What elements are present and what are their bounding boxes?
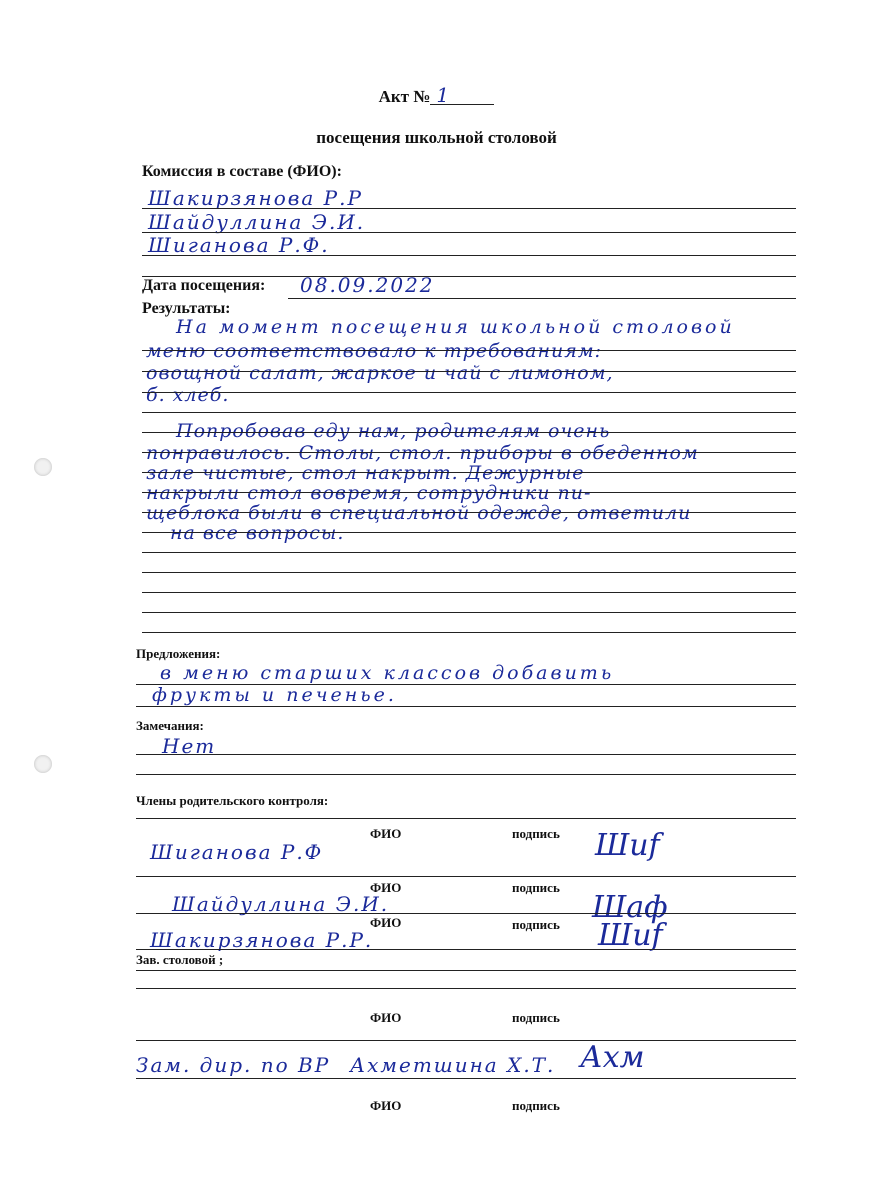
commission-line-3 <box>142 255 796 256</box>
deputy-sign-caption: подпись <box>512 1098 560 1113</box>
results-label: Результаты: <box>142 300 231 317</box>
act-label: Акт № <box>378 87 431 106</box>
parent-member-3-signature: Шиf <box>598 918 663 953</box>
parent-member-3-name: Шакирзянова Р.Р. <box>150 928 374 952</box>
results-line-rule-12 <box>142 572 796 573</box>
proposals-line-2: фрукты и печенье. <box>152 684 397 706</box>
parent-control-label: Члены родительского контроля: <box>136 793 329 808</box>
results-line-5: Попробовав еду нам, родителям очень <box>176 420 611 442</box>
commission-label: Комиссия в составе (ФИО): <box>142 163 342 180</box>
deputy-rule-1 <box>136 1078 796 1079</box>
results-line-rule-7 <box>142 472 796 473</box>
parent-member-1-signature: Шиf <box>595 828 660 863</box>
parent-member-2-sign-caption: подпись <box>512 880 560 895</box>
parent-member-2-name: Шайдуллина Э.И. <box>172 892 390 916</box>
results-line-3: овощной салат, жаркое и чай с лимоном, <box>146 362 614 384</box>
results-line-rule-3 <box>142 392 796 393</box>
canteen-head-sign-caption: подпись <box>512 1010 560 1025</box>
parent-member-1-sign-caption: подпись <box>512 826 560 841</box>
results-line-7: зале чистые, стол накрыт. Дежурные <box>146 462 585 484</box>
remarks-label: Замечания: <box>136 718 204 733</box>
results-line-10: на все вопросы. <box>170 522 345 544</box>
parent-member-1-fio-caption: ФИО <box>370 826 402 841</box>
proposals-label: Предложения: <box>136 646 221 661</box>
commission-member-3: Шиганова Р.Ф. <box>148 233 330 257</box>
deputy-name: Ахметшина Х.Т. <box>350 1053 556 1077</box>
results-line-rule-9 <box>142 512 796 513</box>
act-title <box>0 83 873 107</box>
visit-date-line <box>288 298 796 299</box>
parent-member-2-rule <box>136 913 796 914</box>
results-line-rule-5 <box>142 432 796 433</box>
results-line-rule-2 <box>142 371 796 372</box>
results-line-1: На момент посещения школьной столовой <box>176 316 735 338</box>
results-line-rule-6 <box>142 452 796 453</box>
canteen-head-fio-caption: ФИО <box>370 1010 402 1025</box>
results-line-6: понравилось. Столы, стол. приборы в обеденном <box>146 442 699 464</box>
parent-control-rule-top <box>136 818 796 819</box>
canteen-head-label: Зав. столовой ; <box>136 952 224 967</box>
proposals-rule-2 <box>136 706 796 707</box>
canteen-head-rule-3 <box>136 1040 796 1041</box>
visit-date-label: Дата посещения: <box>142 277 266 294</box>
results-line-rule-14 <box>142 612 796 613</box>
deputy-position: Зам. дир. по ВР <box>136 1053 331 1077</box>
canteen-head-rule-2 <box>136 988 796 989</box>
results-line-rule-8 <box>142 492 796 493</box>
results-line-rule-15 <box>142 632 796 633</box>
results-line-9: щеблока были в специальной одежде, ответили <box>146 502 692 524</box>
punch-hole-bottom <box>34 755 52 773</box>
results-line-4: б. хлеб. <box>146 384 230 406</box>
act-number: 1 <box>430 86 494 105</box>
punch-hole-top <box>34 458 52 476</box>
commission-member-1: Шакирзянова Р.Р <box>148 186 363 210</box>
remarks-rule-2 <box>136 774 796 775</box>
visit-date-value: 08.09.2022 <box>300 273 435 297</box>
parent-member-1-rule <box>136 876 796 877</box>
results-line-rule-4 <box>142 412 796 413</box>
parent-member-2-signature: Шаф <box>592 890 668 925</box>
results-line-rule-13 <box>142 592 796 593</box>
results-line-8: накрыли стол вовремя, сотрудники пи- <box>146 482 592 504</box>
results-line-rule-10 <box>142 532 796 533</box>
deputy-fio-caption: ФИО <box>370 1098 402 1113</box>
remarks-rule-1 <box>136 754 796 755</box>
parent-member-1-name: Шиганова Р.Ф <box>150 840 324 864</box>
commission-line-1 <box>142 208 796 209</box>
canteen-head-rule-1 <box>136 970 796 971</box>
commission-member-2: Шайдуллина Э.И. <box>148 210 366 234</box>
results-line-2: меню соответствовало к требованиям: <box>146 340 602 362</box>
parent-member-2-fio-caption: ФИО <box>370 880 402 895</box>
proposals-line-1: в меню старших классов добавить <box>160 662 615 684</box>
act-subtitle: посещения школьной столовой <box>316 128 557 147</box>
parent-member-3-rule <box>136 949 796 950</box>
parent-member-3-sign-caption: подпись <box>512 917 560 932</box>
remarks-value: Нет <box>162 734 217 758</box>
results-line-rule-11 <box>142 552 796 553</box>
deputy-signature: Ахм <box>580 1040 645 1075</box>
results-line-rule-1 <box>142 350 796 351</box>
parent-member-3-fio-caption: ФИО <box>370 915 402 930</box>
